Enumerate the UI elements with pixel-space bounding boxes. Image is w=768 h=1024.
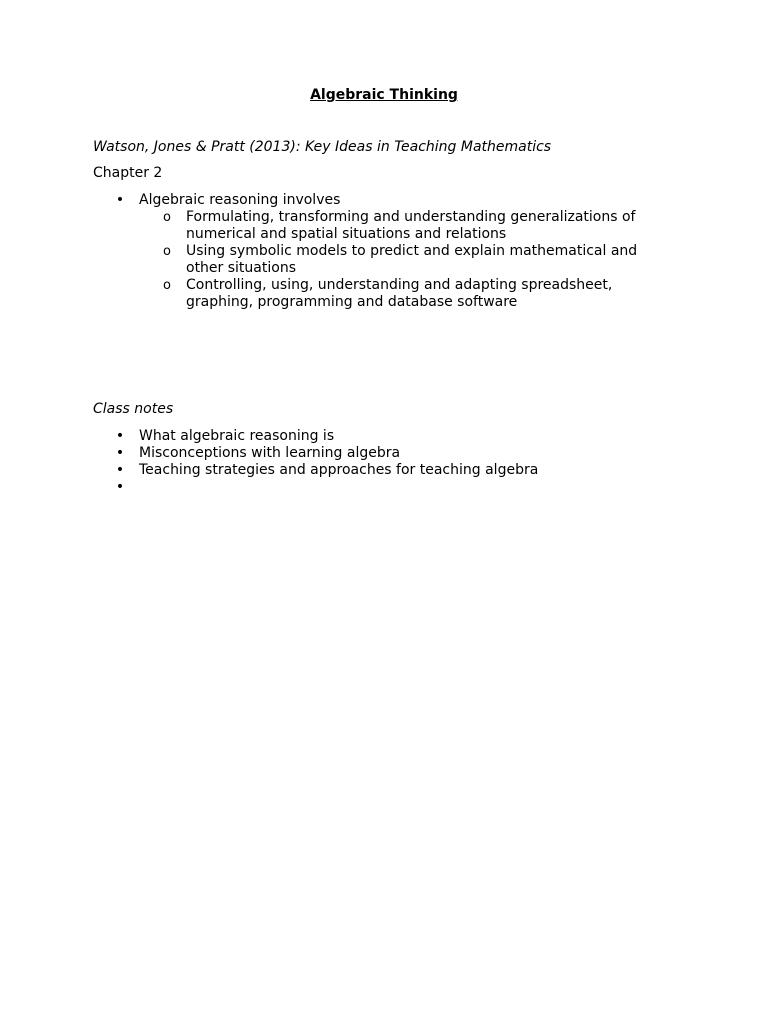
document-title: Algebraic Thinking xyxy=(310,87,458,103)
sub-list-item xyxy=(139,209,656,243)
chapter-bullet-list xyxy=(93,192,656,311)
sub-list-item xyxy=(139,277,656,311)
list-item xyxy=(93,479,538,496)
sub-list-item-text: Controlling, using, understanding and adapting spreadsheet, graphing, programming and database software xyxy=(186,277,613,310)
bullet-icon: • xyxy=(115,192,125,208)
bullet-icon: • xyxy=(115,462,125,478)
list-item-text: What algebraic reasoning is xyxy=(139,428,335,444)
bullet-icon: • xyxy=(115,479,125,495)
class-notes-list xyxy=(93,428,538,496)
list-item xyxy=(93,462,538,479)
chapter-heading: Chapter 2 xyxy=(93,165,163,181)
sub-list-item xyxy=(139,243,656,277)
reference-line: Watson, Jones & Pratt (2013): Key Ideas in Teaching Mathematics xyxy=(93,139,552,155)
sub-bullet-list xyxy=(139,209,656,311)
list-item xyxy=(93,192,656,311)
bullet-icon: • xyxy=(115,445,125,461)
list-item-text: Misconceptions with learning algebra xyxy=(139,445,401,461)
sub-bullet-icon: o xyxy=(163,278,171,293)
list-item xyxy=(93,428,538,445)
list-item xyxy=(93,445,538,462)
sub-list-item-text: Using symbolic models to predict and explain mathematical and other situations xyxy=(186,243,638,276)
sub-bullet-icon: o xyxy=(163,210,171,225)
list-item-text: Algebraic reasoning involves xyxy=(139,192,341,208)
list-item-text: Teaching strategies and approaches for teaching algebra xyxy=(139,462,539,478)
bullet-icon: • xyxy=(115,428,125,444)
class-notes-heading: Class notes xyxy=(93,401,174,417)
sub-bullet-icon: o xyxy=(163,244,171,259)
sub-list-item-text: Formulating, transforming and understanding generalizations of numerical and spatial situations and relations xyxy=(186,209,636,242)
